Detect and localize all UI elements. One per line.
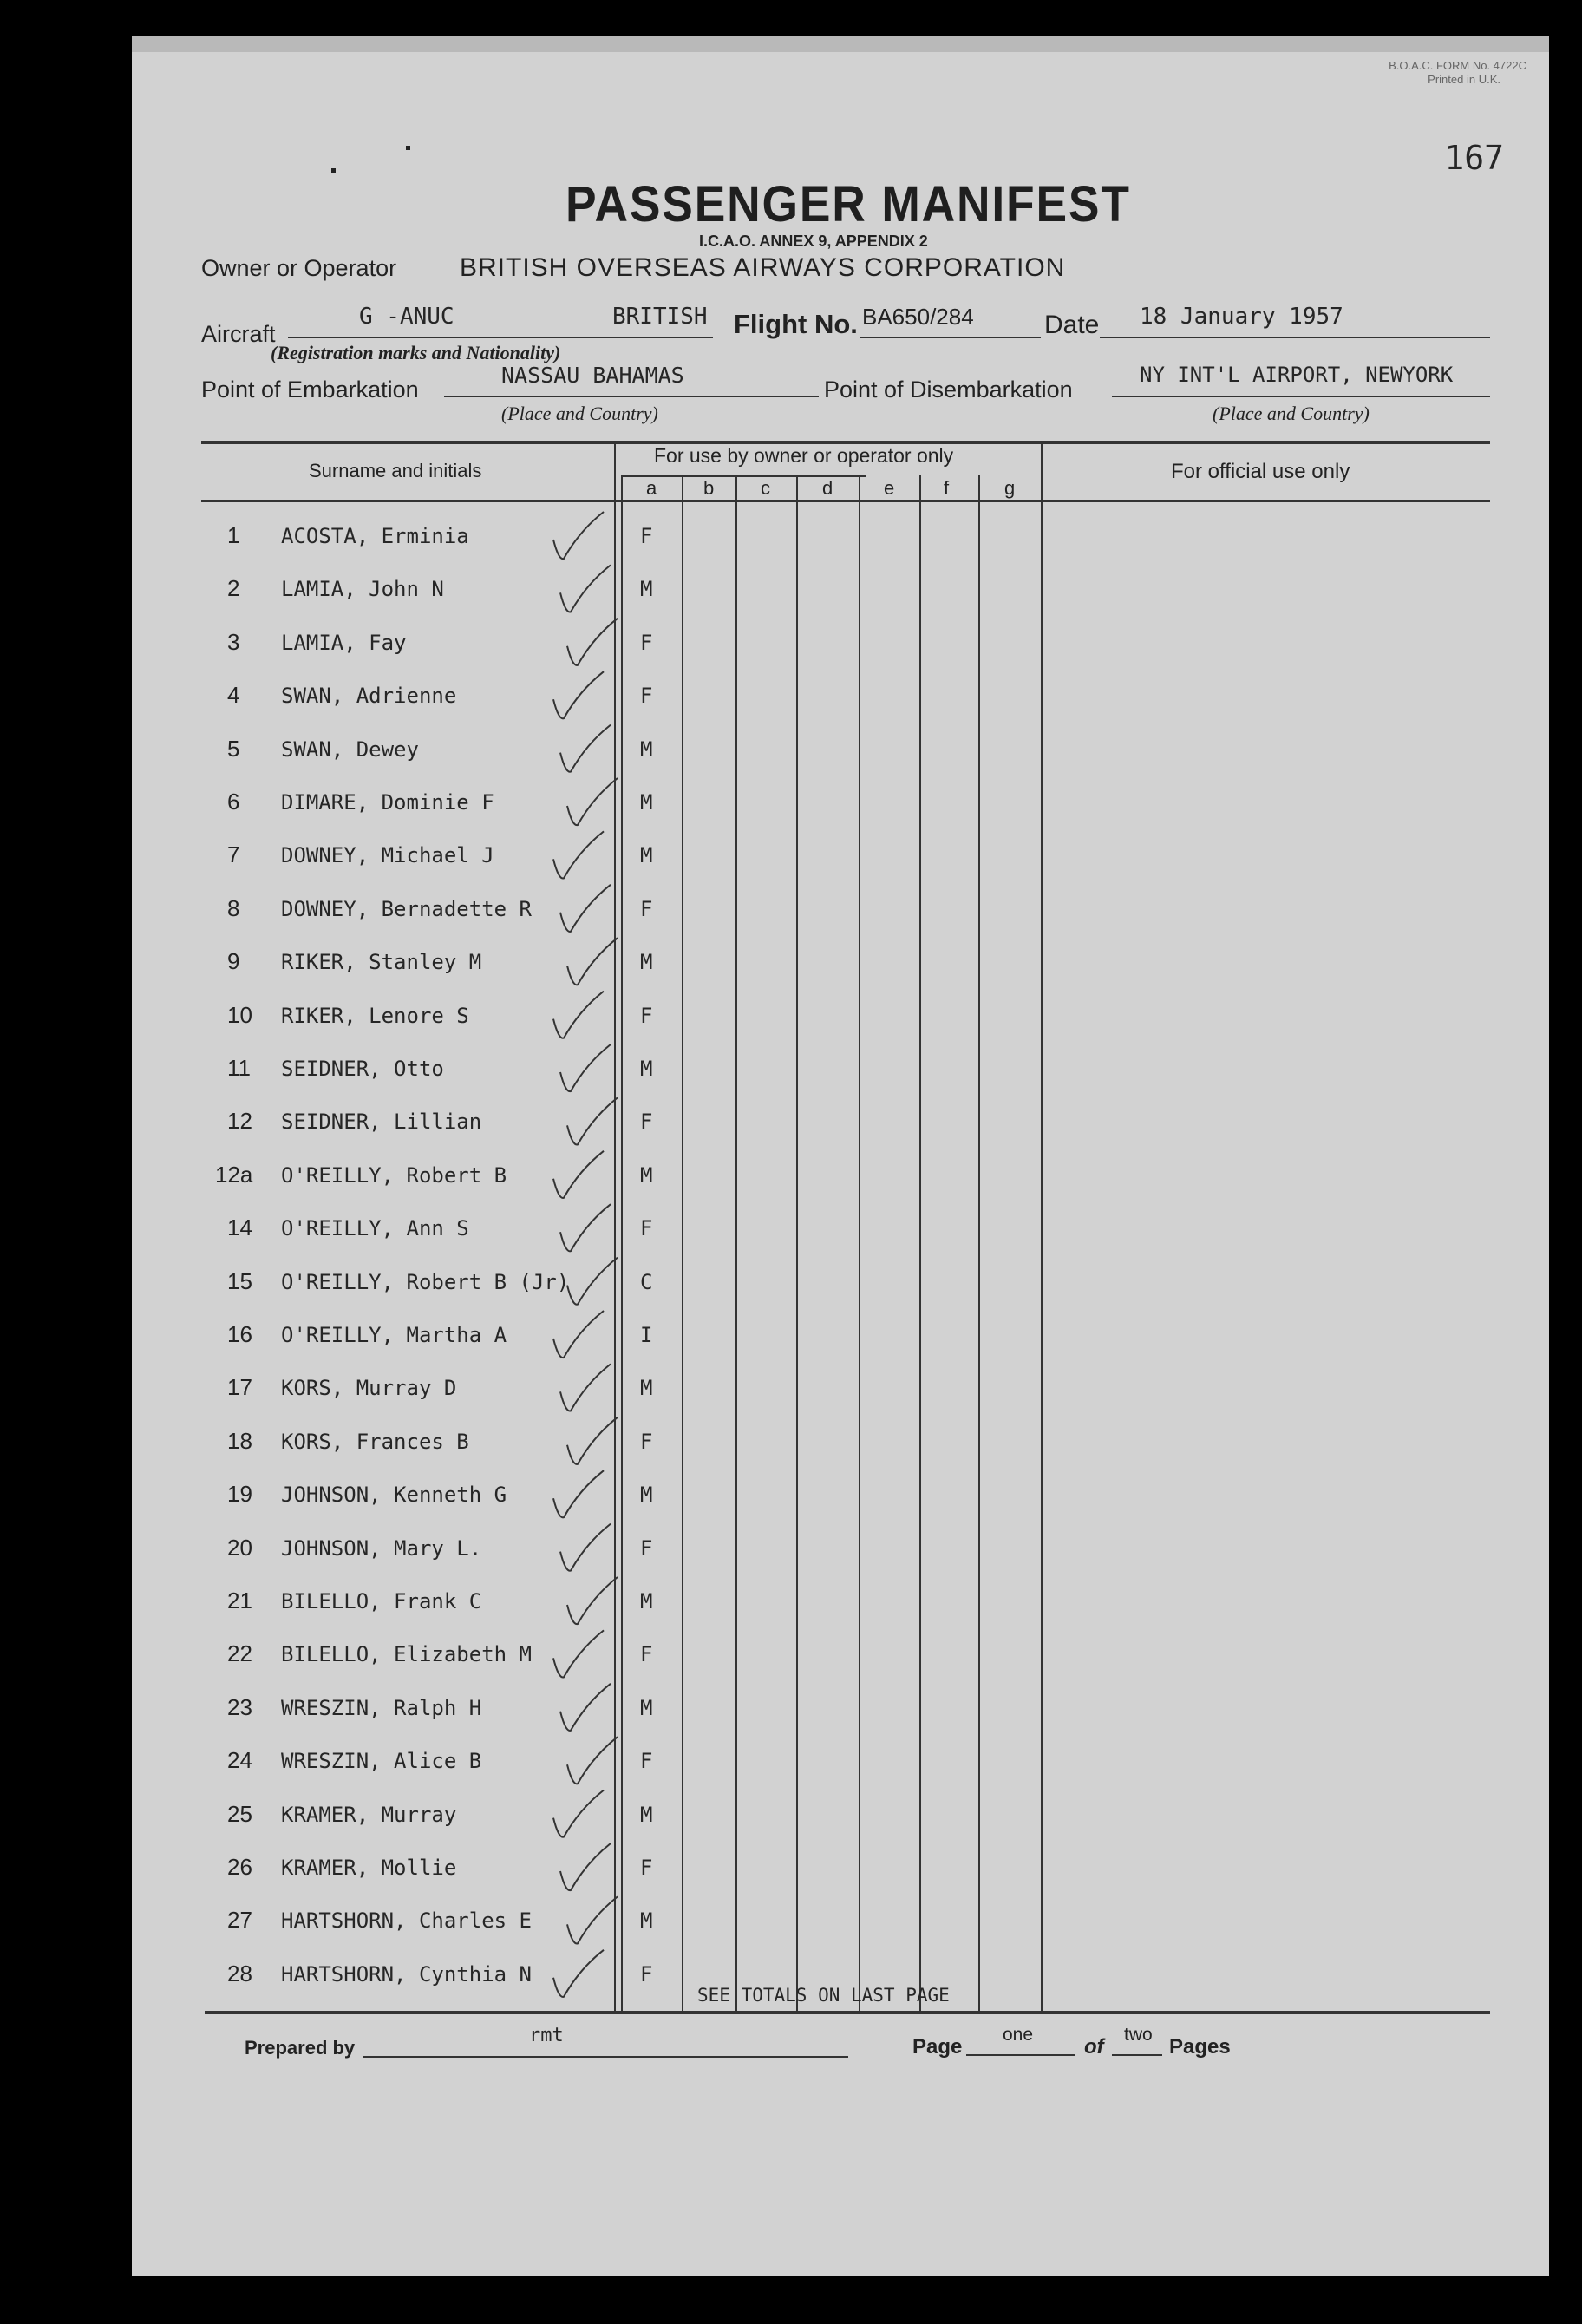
passenger-name: JOHNSON, Mary L. (281, 1535, 482, 1561)
disembarkation-value: NY INT'L AIRPORT, NEWYORK (1140, 363, 1454, 387)
page-value: one (1003, 2025, 1034, 2045)
row-number: 22 (227, 1640, 252, 1667)
flight-underline (860, 337, 1041, 338)
passenger-name: RIKER, Stanley M (281, 950, 482, 975)
passenger-name: WRESZIN, Alice B (281, 1749, 482, 1774)
operator-column-b: b (703, 477, 715, 499)
passenger-code: F (640, 1856, 653, 1880)
operator-column-g: g (1004, 477, 1016, 499)
passenger-name: SEIDNER, Lillian (281, 1110, 482, 1135)
passenger-name: LAMIA, Fay (281, 630, 407, 655)
col-rule (682, 475, 683, 2011)
passenger-name: KRAMER, Mollie (281, 1856, 457, 1880)
official-header: For official use only (1171, 460, 1350, 483)
passenger-name: BILELLO, Elizabeth M (281, 1642, 532, 1667)
passenger-name: SEIDNER, Otto (281, 1057, 444, 1081)
passenger-name: HARTSHORN, Cynthia N (281, 1961, 532, 1987)
flight-label: Flight No. (734, 309, 858, 339)
checkmark (560, 1364, 611, 1411)
col-rule (621, 475, 623, 2011)
operator-column-a: a (646, 477, 657, 499)
date-value: 18 January 1957 (1140, 304, 1343, 330)
passenger-code: F (640, 1642, 653, 1667)
page-underline (966, 2054, 1075, 2056)
row-number: 23 (227, 1693, 252, 1720)
passenger-code: M (640, 1162, 653, 1188)
passenger-name: O'REILLY, Ann S (281, 1216, 469, 1241)
row-number: 16 (227, 1321, 252, 1347)
flight-value: BA650/284 (862, 304, 974, 330)
aircraft-label: Aircraft (201, 321, 276, 347)
passenger-code: M (640, 577, 653, 602)
owner-label: Owner or Operator (201, 255, 397, 281)
checkmark (553, 671, 604, 718)
aircraft-underline (288, 337, 713, 338)
checkmark (560, 565, 611, 612)
date-label: Date (1044, 311, 1100, 339)
col-rule (614, 441, 616, 2011)
passenger-code: M (640, 1908, 653, 1934)
passenger-name: KORS, Murray D (281, 1376, 457, 1401)
checkmark (567, 1737, 618, 1784)
operator-header: For use by owner or operator only (654, 444, 954, 467)
passenger-code: M (640, 1057, 653, 1081)
row-number: 3 (227, 628, 240, 655)
row-number: 12 (227, 1108, 252, 1135)
checkmark (553, 1470, 604, 1517)
passenger-name: DOWNEY, Bernadette R (281, 896, 532, 921)
row-number: 20 (227, 1534, 252, 1561)
printed-in: Printed in U.K. (1428, 73, 1500, 86)
operator-column-d: d (822, 477, 833, 499)
checkmark (567, 1417, 618, 1464)
passenger-code: M (640, 1376, 653, 1401)
checkmark (560, 725, 611, 772)
surname-header: Surname and initials (309, 460, 482, 481)
checkmark (560, 1524, 611, 1571)
pages-label: Pages (1169, 2035, 1231, 2059)
passenger-name: DOWNEY, Michael J (281, 843, 494, 868)
form-number: B.O.A.C. FORM No. 4722C (1389, 59, 1526, 72)
disembarkation-underline (1112, 396, 1490, 397)
operator-column-c: c (761, 477, 770, 499)
scan-dot (406, 146, 410, 150)
registration-caption: (Registration marks and Nationality) (271, 342, 561, 363)
row-number: 9 (227, 948, 240, 975)
checkmark (567, 1577, 618, 1624)
passenger-code: F (640, 1429, 653, 1454)
disembarkation-label: Point of Disembarkation (824, 376, 1073, 403)
checkmark (567, 1896, 618, 1943)
checkmark (567, 1097, 618, 1144)
passenger-name: O'REILLY, Robert B (Jr) (281, 1269, 570, 1294)
col-rule (978, 475, 980, 2011)
place-caption-right: (Place and Country) (1213, 403, 1370, 424)
passenger-code: F (640, 684, 653, 709)
passenger-name: SWAN, Dewey (281, 736, 419, 762)
row-number: 2 (227, 575, 240, 602)
embarkation-underline (444, 396, 819, 397)
passenger-code: M (640, 843, 653, 868)
table-bottom-rule (205, 2011, 1490, 2014)
checkmark (560, 1684, 611, 1731)
passenger-code: F (640, 524, 653, 548)
checkmark (560, 1204, 611, 1251)
passenger-code: C (640, 1269, 653, 1294)
passenger-name: RIKER, Lenore S (281, 1003, 469, 1028)
row-number: 19 (227, 1481, 252, 1508)
scan-dot (331, 168, 336, 173)
page-subtitle: I.C.A.O. ANNEX 9, APPENDIX 2 (699, 232, 928, 250)
row-number: 8 (227, 894, 240, 921)
checkmark (560, 1843, 611, 1890)
passenger-code: F (640, 1961, 653, 1987)
checkmark (553, 831, 604, 878)
passenger-name: KRAMER, Murray (281, 1802, 457, 1827)
passenger-code: M (640, 790, 653, 815)
col-rule (735, 475, 737, 2011)
page-title: PASSENGER MANIFEST (565, 176, 1131, 232)
row-number: 18 (227, 1427, 252, 1454)
embarkation-label: Point of Embarkation (201, 376, 419, 403)
row-number: 4 (227, 682, 240, 709)
passenger-code: F (640, 1535, 653, 1561)
of-value: two (1124, 2025, 1153, 2045)
passenger-code: F (640, 896, 653, 921)
row-number: 24 (227, 1747, 252, 1774)
of-label: of (1084, 2035, 1104, 2059)
row-number: 6 (227, 789, 240, 815)
passenger-code: F (640, 1003, 653, 1028)
row-number: 10 (227, 1001, 252, 1028)
passenger-code: I (640, 1323, 653, 1347)
aircraft-registration: G -ANUC (359, 304, 454, 330)
passenger-code: F (640, 1110, 653, 1135)
checkmark (553, 1790, 604, 1837)
operator-column-e: e (884, 477, 895, 499)
checkmark (553, 992, 604, 1038)
passenger-name: WRESZIN, Ralph H (281, 1695, 482, 1720)
passenger-code: M (640, 1695, 653, 1720)
col-rule (796, 475, 798, 2011)
table-header-rule (201, 500, 1490, 502)
row-number: 17 (227, 1374, 252, 1401)
owner-value: BRITISH OVERSEAS AIRWAYS CORPORATION (460, 253, 1066, 282)
row-number: 28 (227, 1960, 252, 1987)
row-number: 11 (227, 1055, 251, 1081)
passenger-code: M (640, 736, 653, 762)
prepared-value: rmt (529, 2025, 564, 2046)
checkmark (553, 1950, 604, 1997)
passenger-name: DIMARE, Dominie F (281, 790, 494, 815)
prepared-underline (363, 2056, 848, 2058)
passenger-name: HARTSHORN, Charles E (281, 1908, 532, 1934)
passenger-name: LAMIA, John N (281, 577, 444, 602)
passenger-code: M (640, 1483, 653, 1508)
checkmark (567, 1258, 618, 1305)
checkmark (560, 1044, 611, 1091)
passenger-name: O'REILLY, Robert B (281, 1162, 507, 1188)
page-number: 167 (1444, 139, 1504, 177)
passenger-name: KORS, Frances B (281, 1429, 469, 1454)
row-number: 26 (227, 1854, 252, 1880)
passenger-code: F (640, 1216, 653, 1241)
aircraft-nationality: BRITISH (612, 304, 708, 330)
checkmark (560, 885, 611, 932)
checkmark (553, 512, 604, 559)
row-number: 12a (215, 1161, 253, 1188)
scan-edge (132, 36, 1549, 52)
page-label: Page (912, 2035, 963, 2059)
checkmark (553, 1630, 604, 1677)
manifest-sheet (132, 36, 1549, 2276)
passenger-name: O'REILLY, Martha A (281, 1323, 507, 1347)
passenger-code: M (640, 1589, 653, 1614)
row-number: 7 (227, 841, 240, 868)
passenger-code: M (640, 1802, 653, 1827)
row-number: 25 (227, 1800, 252, 1827)
row-number: 5 (227, 735, 240, 762)
row-number: 1 (227, 522, 240, 548)
row-number: 15 (227, 1267, 252, 1294)
totals-note: SEE TOTALS ON LAST PAGE (697, 1985, 950, 2006)
passenger-code: F (640, 630, 653, 655)
passenger-name: ACOSTA, Erminia (281, 524, 469, 548)
checkmark (567, 778, 618, 825)
col-rule (859, 475, 860, 2011)
operator-column-f: f (944, 477, 950, 499)
passenger-name: BILELLO, Frank C (281, 1589, 482, 1614)
checkmark (553, 1151, 604, 1198)
row-number: 21 (227, 1588, 252, 1614)
passenger-code: F (640, 1749, 653, 1774)
passenger-code: M (640, 950, 653, 975)
checkmark (567, 619, 618, 665)
row-number: 14 (227, 1214, 252, 1241)
checkmark (553, 1311, 604, 1358)
embarkation-value: NASSAU BAHAMAS (501, 363, 684, 388)
passenger-name: JOHNSON, Kenneth G (281, 1483, 507, 1508)
prepared-label: Prepared by (245, 2037, 356, 2059)
col-rule (1041, 441, 1043, 2011)
checkmark (567, 938, 618, 985)
row-number: 27 (227, 1907, 252, 1934)
of-underline (1112, 2054, 1162, 2056)
col-rule (919, 475, 921, 2011)
place-caption-left: (Place and Country) (501, 403, 658, 424)
date-underline (1100, 337, 1490, 338)
passenger-name: SWAN, Adrienne (281, 684, 457, 709)
